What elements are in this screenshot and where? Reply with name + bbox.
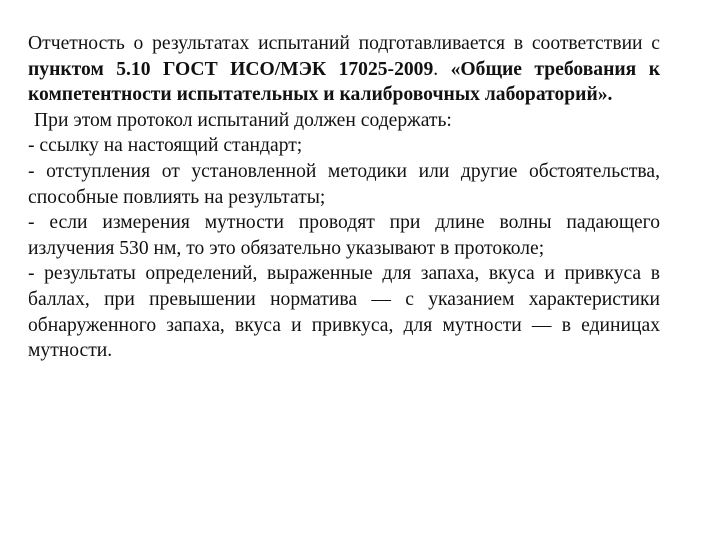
standard-title: «Общие требования к компетентности испытательных и калибровочных лабораторий». [28, 58, 661, 106]
intro-text-after: . [433, 58, 451, 80]
intro-paragraph [28, 31, 660, 108]
requirement-item-turbidity: - если измерения мутности проводят при длине волны падающего излучения 530 нм, то это обязательно указывают в протоколе; [28, 212, 660, 259]
requirement-item-results: - результаты определений, выраженные для запаха, вкуса и привкуса в баллах, при превышении норматива — с указанием характеристики обнаруженного запаха, вкуса и привкуса, для мутности — в единицах мутности. [28, 263, 660, 362]
requirement-item-reference: - ссылку на настоящий стандарт; [28, 135, 303, 157]
intro-text: Отчетность о результатах испытаний подготавливается в соответствии с [28, 33, 660, 54]
standard-reference: пунктом 5.10 ГОСТ ИСО/МЭК 17025-2009 [28, 58, 434, 80]
protocol-heading: При этом протокол испытаний должен содержать: [34, 109, 452, 131]
slide-text [28, 31, 660, 364]
requirement-item-deviations: - отступления от установленной методики или другие обстоятельства, способные повлиять на результаты; [28, 160, 660, 208]
